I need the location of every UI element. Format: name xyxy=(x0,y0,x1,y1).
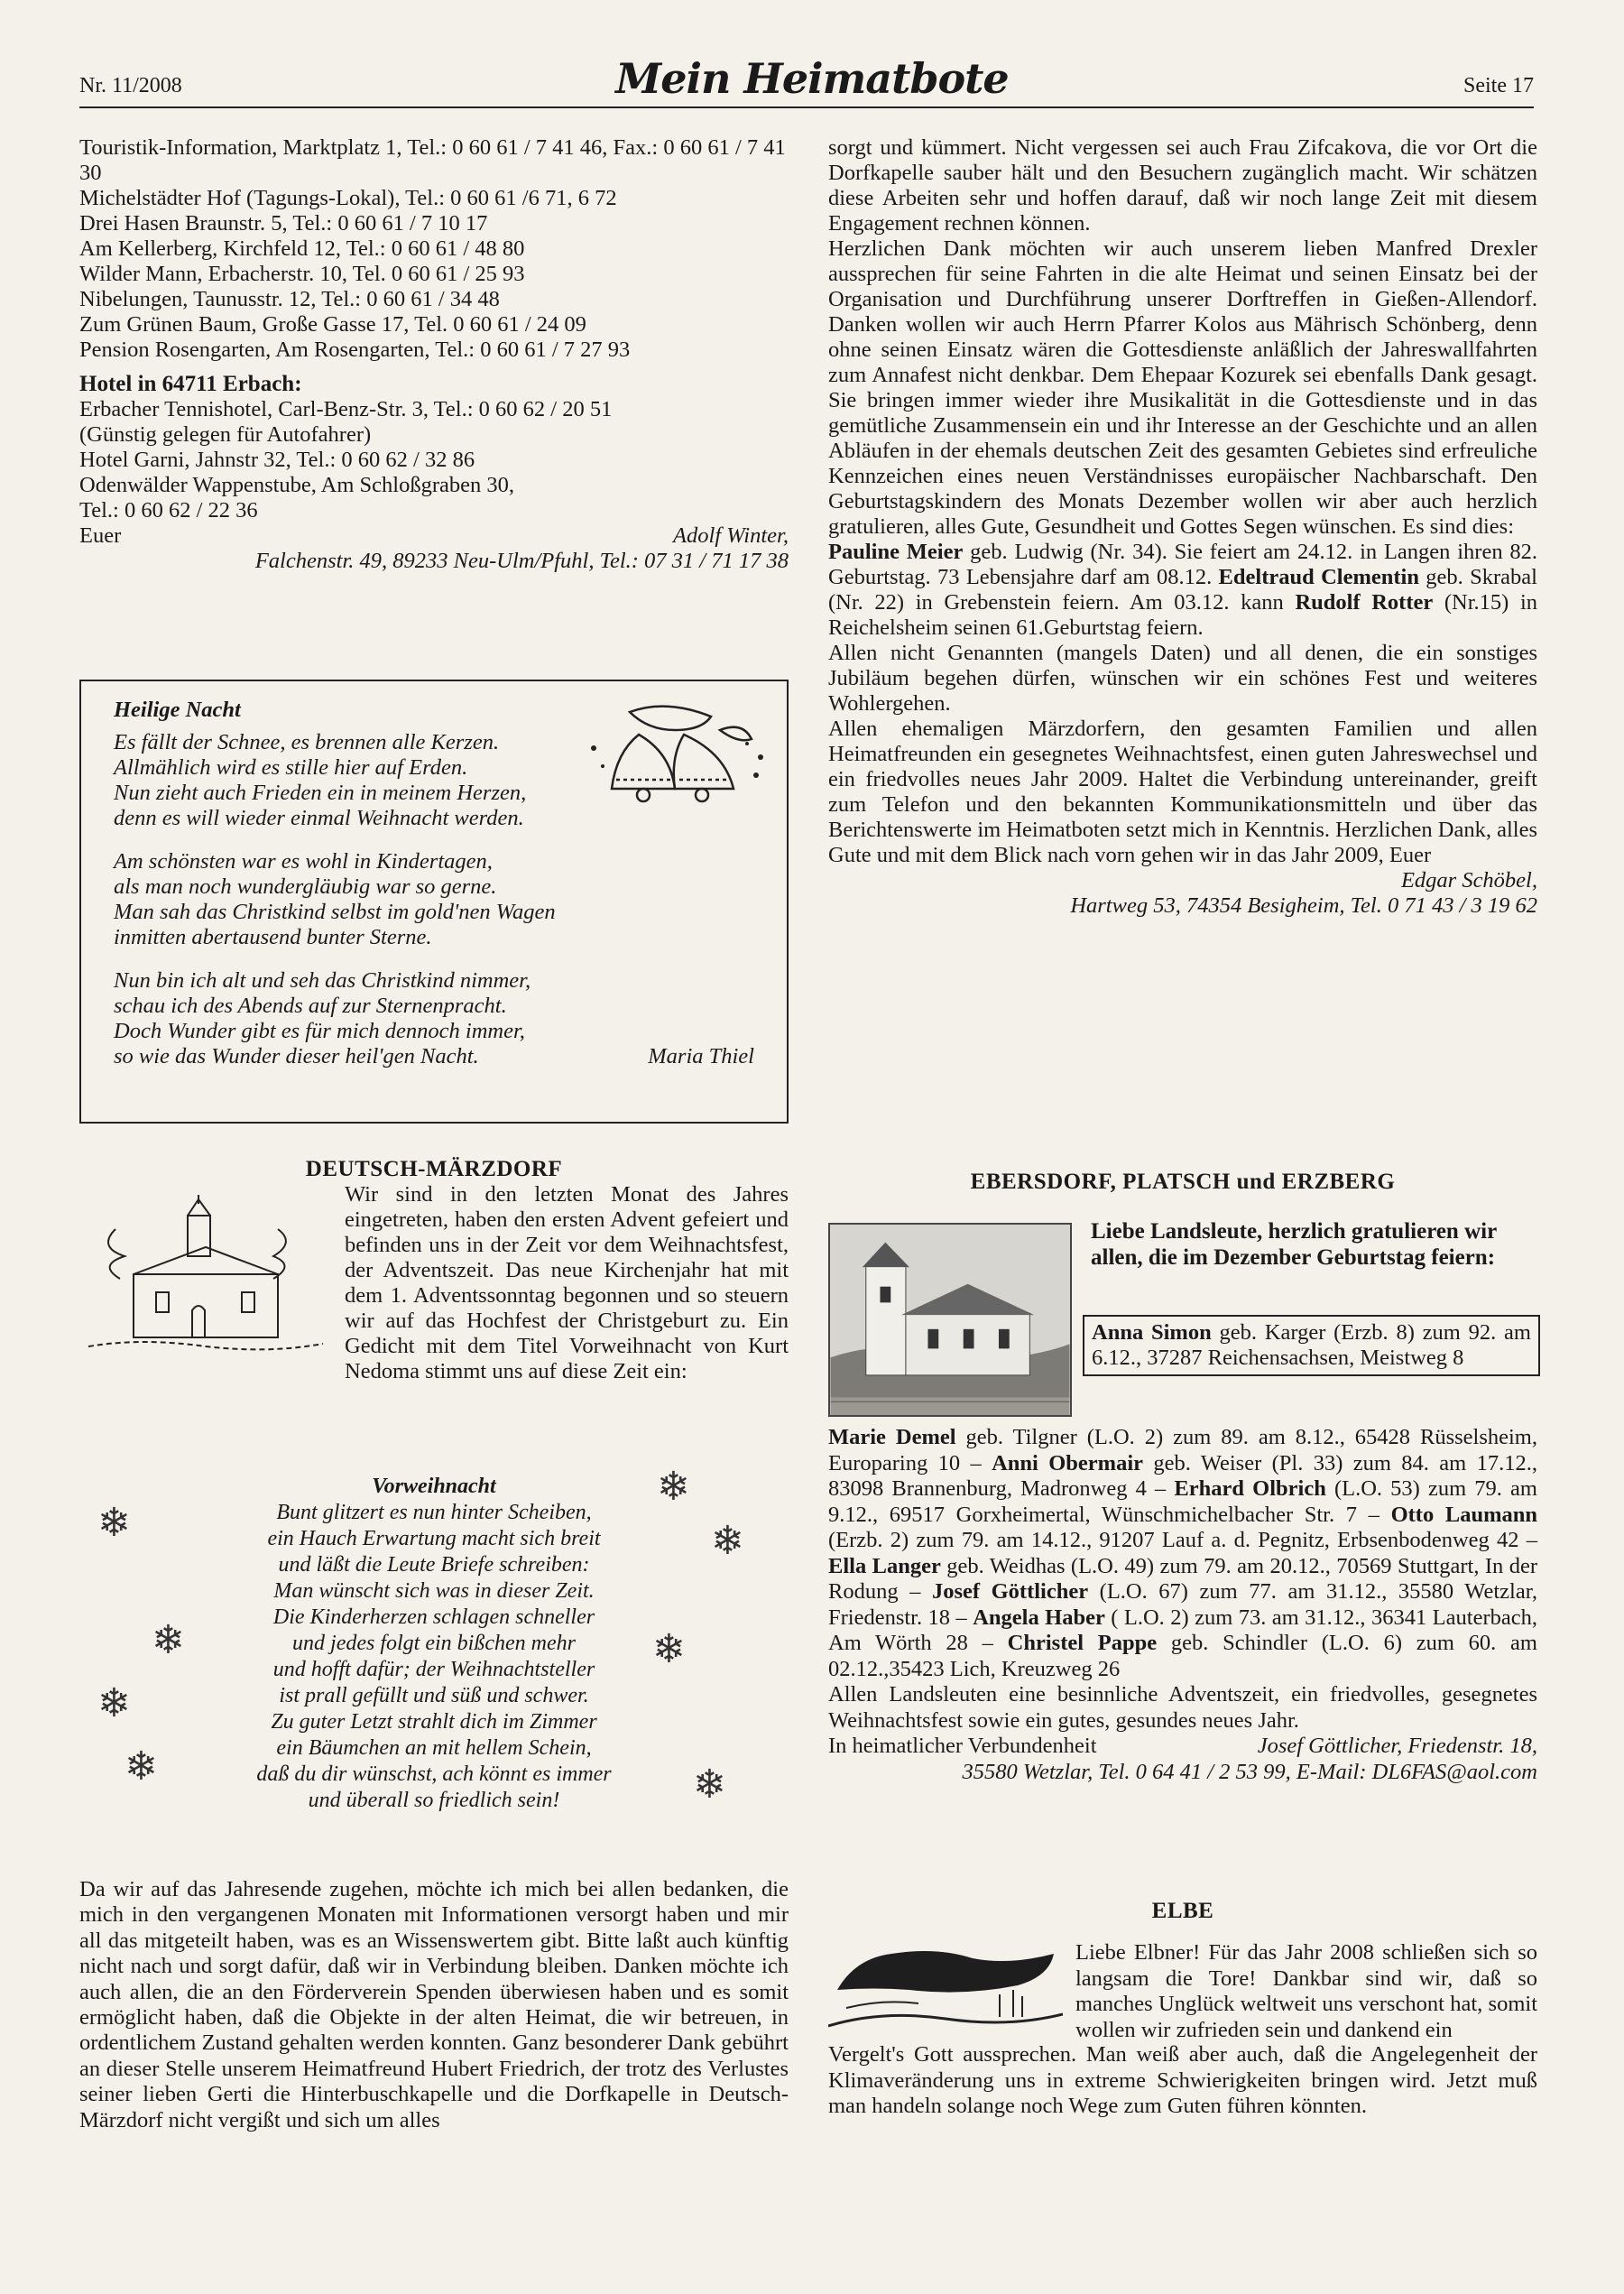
birthday-text: geb. Schindler (L.O. 6) zum 60. am 02.12.,35423 Lich, Kreuzweg 26 xyxy=(828,1631,1537,1681)
elbe-section xyxy=(828,1899,1537,1924)
poem-box xyxy=(79,680,789,1124)
section-heading: DEUTSCH-MÄRZDORF xyxy=(305,1157,563,1181)
page-number: Seite 17 xyxy=(1463,74,1534,97)
poem-line xyxy=(114,1044,754,1069)
hotel-heading: Hotel in 64711 Erbach: xyxy=(79,372,302,396)
birthday-text: geb. Karger (Erzb. 8) zum 92. am 6.12., 37287 Reichensachsen, Meistweg 8 xyxy=(1092,1320,1531,1370)
poem-line: inmitten abertausend bunter Sterne. xyxy=(114,925,432,949)
birthday-paragraph xyxy=(828,540,1537,641)
hotel-line: Hotel Garni, Jahnstr 32, Tel.: 0 60 62 / 32 86 xyxy=(79,448,475,472)
listing-line: Michelstädter Hof (Tagungs-Lokal), Tel.: 0 60 61 /6 71, 6 72 xyxy=(79,186,617,210)
author-address: Hartweg 53, 74354 Besigheim, Tel. 0 71 43 / 3 19 62 xyxy=(1070,893,1537,918)
chapel-sketch-icon xyxy=(79,1193,332,1355)
poem-line: und läßt die Leute Briefe schreiben: xyxy=(278,1553,590,1577)
deutsch-maerzdorf-section xyxy=(79,1157,789,1384)
poem-line: Die Kinderherzen schlagen schneller xyxy=(272,1605,595,1629)
birthday-name: Marie Demel xyxy=(828,1425,956,1449)
listing-line: Zum Grünen Baum, Große Gasse 17, Tel. 0 60 61 / 24 09 xyxy=(79,312,586,337)
birthday-name: Christel Pappe xyxy=(1007,1631,1158,1655)
section-text: Da wir auf das Jahresende zugehen, möchte ich mich bei allen bedanken, die mich in den vergangenen Monaten mit Informationen versorgt haben und mir all das mitgeteilt haben, was es an Wissenswertem gibt. Bitte laßt auch künftig nicht nach und sorgt dafür, daß wir in Verbindung bleiben. Danken möchte ich auch allen, die an den Förderverein Spenden überwiesen haben und es somit ermöglicht haben, daß die Objekte in der alten Heimat, die wir betreuen, in ordentlichem Zustand gehalten werden konnten. Ganz besonderer Dank gebührt an dieser Stelle unserem Heimatfreund Hubert Friedrich, der trotz des Verlustes seiner lieben Gerti die Hinterbuschkapelle und die Dorfkapelle in Deutsch-Märzdorf nicht vergißt und sich um alles xyxy=(79,1877,789,2132)
poem-line: und jedes folgt ein bißchen mehr xyxy=(292,1632,576,1655)
birthday-text: geb. Tilgner (L.O. 2) zum 89. am 8.12., 65428 Rüsselsheim, Europaring 10 – xyxy=(828,1425,1537,1475)
section-heading: EBERSDORF, PLATSCH und ERZBERG xyxy=(970,1170,1396,1194)
birthday-name: Otto Laumann xyxy=(1390,1502,1537,1527)
birthday-list xyxy=(828,1425,1537,1785)
poem-title: Vorweihnacht xyxy=(372,1475,496,1498)
birthday-text: (Nr.15) in Reichelsheim seinen 61.Geburtstag feiern. xyxy=(828,590,1538,640)
closing-phrase: In heimatlicher Verbundenheit xyxy=(828,1734,1097,1758)
birthday-name: Anna Simon xyxy=(1092,1320,1212,1345)
closing-word xyxy=(79,523,789,549)
snowflake-icon: ❄ xyxy=(711,1519,744,1563)
snowflake-icon: ❄ xyxy=(693,1762,726,1807)
snowflake-icon: ❄ xyxy=(652,1627,686,1671)
section-intro: Wir sind in den letzten Monat des Jahres eingetreten, haben den ersten Advent gefeiert und befinden uns in der Zeit vor dem Weihnachtsfest, der Adventszeit. Das neue Kirchenjahr hat mit dem 1. Adventssonntag begonnen und so steuern wir auf das Hochfest der Christgeburt zu. Ein Gedicht mit dem Titel Vorweihnacht von Kurt Nedoma stimmt uns auf diese Zeit ein: xyxy=(345,1182,789,1383)
header-rule xyxy=(79,106,1534,108)
hotel-listing xyxy=(79,135,789,574)
poem-line: Am schönsten war es wohl in Kindertagen, xyxy=(114,849,493,874)
poem-line: und hofft dafür; der Weihnachtsteller xyxy=(272,1658,595,1681)
poem-line: Es fällt der Schnee, es brennen alle Kerzen. xyxy=(114,730,500,754)
hotel-line: Odenwälder Wappenstube, Am Schloßgraben 30, xyxy=(79,473,515,497)
greeting-text: Liebe Landsleute, herzlich gratulieren wir allen, die im Dezember Geburtstag feiern: xyxy=(1091,1219,1497,1270)
christmas-bells-icon xyxy=(576,694,774,829)
hotel-line: Erbacher Tennishotel, Carl-Benz-Str. 3, Tel.: 0 60 62 / 20 51 xyxy=(79,397,613,421)
elbe-text: Liebe Elbner! Für das Jahr 2008 schließen sich so langsam die Tore! Dankbar sind wir, daß so manches Unglück weltweit uns verschont hat, somit wollen wir zufrieden sein und dankend ein xyxy=(1075,1940,1537,2042)
birthday-name: Rudolf Rotter xyxy=(1295,590,1434,615)
landscape-sketch-icon xyxy=(828,1940,1063,2040)
author-signature: Josef Göttlicher, Friedenstr. 18, xyxy=(1257,1734,1537,1758)
author-address: 35580 Wetzlar, Tel. 0 64 41 / 2 53 99, E-Mail: DL6FAS@aol.com xyxy=(962,1759,1537,1784)
issue-number: Nr. 11/2008 xyxy=(79,74,182,97)
poem-line: ist prall gefüllt und süß und schwer. xyxy=(279,1684,589,1707)
poem-line: Allmählich wird es stille hier auf Erden. xyxy=(114,755,468,780)
listing-line: Pension Rosengarten, Am Rosengarten, Tel.: 0 60 61 / 7 27 93 xyxy=(79,338,631,362)
poem-line: Doch Wunder gibt es für mich dennoch immer, xyxy=(114,1019,525,1043)
vorweihnacht-poem xyxy=(79,1465,789,1814)
snowflake-icon: ❄ xyxy=(657,1465,690,1509)
poem-line: Bunt glitzert es nun hinter Scheiben, xyxy=(276,1501,592,1524)
masthead: Mein Heimatbote xyxy=(615,54,1009,103)
poem-line: Zu guter Letzt strahlt dich im Zimmer xyxy=(271,1710,597,1734)
hotel-line: (Günstig gelegen für Autofahrer) xyxy=(79,422,372,447)
author-address: Falchenstr. 49, 89233 Neu-Ulm/Pfuhl, Tel.: 07 31 / 71 17 38 xyxy=(254,549,789,573)
birthday-name: Josef Göttlicher xyxy=(931,1579,1089,1604)
poem-author: Maria Thiel xyxy=(648,1044,754,1068)
birthday-entries xyxy=(828,1425,1537,1682)
poem-line: Nun zieht auch Frieden ein in meinem Herzen, xyxy=(114,781,527,805)
paragraph-text: Allen ehemaligen Märzdorfern, den gesamten Familien und allen Heimatfreunden ein gesegnetes Weihnachtsfest, einen guten Jahreswechsel und ein friedvolles neues Jahr 2009. Haltet die Verbindung untereinander, greift zum Telefon und den bekannten Kommunikationsmitteln und über das Berichtenswerte im Heimatboten setzt mich in Kenntnis. Herzlichen Dank, alles Gute und mit dem Blick nach vorn gehen wir in das Jahr 2009, Euer xyxy=(828,717,1537,867)
birthday-text: (Erzb. 2) zum 79. am 14.12., 91207 Lauf a. d. Pegnitz, Erbsenbodenweg 42 – xyxy=(828,1528,1537,1552)
closing-text: Allen Landsleuten eine besinnliche Adventszeit, ein friedvolles, gesegnetes Weihnachtsfest sowie ein gutes, gesundes neues Jahr. xyxy=(828,1682,1537,1733)
birthday-text: geb. Weiser (Pl. 33) zum 84. am 17.12., 83098 Brannenburg, Madronweg 4 – xyxy=(828,1450,1537,1501)
birthday-name: Anni Obermair xyxy=(992,1450,1144,1475)
listing-line: Drei Hasen Braunstr. 5, Tel.: 0 60 61 / 7 10 17 xyxy=(79,211,488,236)
snowflake-icon: ❄ xyxy=(152,1618,185,1662)
paragraph xyxy=(828,717,1537,893)
poem-line: ein Hauch Erwartung macht sich breit xyxy=(267,1527,601,1550)
poem-line: als man noch wundergläubig war so gerne. xyxy=(114,874,497,899)
poem-line: und überall so friedlich sein! xyxy=(308,1789,560,1812)
poem-title: Heilige Nacht xyxy=(114,698,241,722)
poem-line: Man sah das Christkind selbst im gold'nen Wagen xyxy=(114,900,556,924)
birthday-text: geb. Skrabal (Nr. 22) in Grebenstein feiern. Am 03.12. kann xyxy=(828,565,1537,615)
birthday-text: (L.O. 67) zum 77. am 31.12., 35580 Wetzlar, Friedenstr. 18 – xyxy=(828,1579,1537,1630)
birthday-text: ( L.O. 2) zum 73. am 31.12., 36341 Lauterbach, Am Wörth 28 – xyxy=(828,1605,1537,1655)
poem-line: Nun bin ich alt und seh das Christkind nimmer, xyxy=(114,968,531,993)
poem-line: daß du dir wünschst, ach könnt es immer xyxy=(256,1762,612,1786)
birthday-text: (L.O. 53) zum 79. am 9.12., 69517 Gorxheimertal, Wünschmichelbacher Str. 7 – xyxy=(828,1476,1537,1527)
church-photo xyxy=(828,1223,1072,1417)
birthday-text: geb. Weidhas (L.O. 49) zum 79. am 20.12., 70569 Stuttgart, In der Rodung – xyxy=(828,1553,1537,1604)
birthday-name: Edeltraud Clementin xyxy=(1218,565,1419,589)
poem-last-line: so wie das Wunder dieser heil'gen Nacht. xyxy=(114,1044,479,1068)
birthday-name: Erhard Olbrich xyxy=(1174,1476,1326,1501)
elbe-tail: Vergelt's Gott aussprechen. Man weiß aber auch, daß die Angelegenheit der Klimaveränderung uns in extreme Schwierigkeiten bringen wird. Jetzt muß man handeln solange noch Wege zum Guten führen könnten. xyxy=(828,2042,1537,2118)
poem-line: denn es will wieder einmal Weihnacht werden. xyxy=(114,806,524,830)
birthday-name: Pauline Meier xyxy=(828,540,964,564)
maerzdorf-continuation xyxy=(828,135,1537,919)
snowflake-icon: ❄ xyxy=(97,1681,131,1725)
closing-text: Euer xyxy=(79,523,122,548)
poem-line: ein Bäumchen an mit hellem Schein, xyxy=(276,1736,592,1760)
hotel-line: Tel.: 0 60 62 / 22 36 xyxy=(79,498,258,523)
birthday-name: Angela Haber xyxy=(973,1605,1105,1630)
listing-line: Am Kellerberg, Kirchfeld 12, Tel.: 0 60 61 / 48 80 xyxy=(79,236,525,261)
section-heading: ELBE xyxy=(1151,1899,1214,1923)
author-signature: Adolf Winter, xyxy=(673,523,789,548)
highlight-box xyxy=(1083,1315,1540,1376)
listing-line: Nibelungen, Taunusstr. 12, Tel.: 0 60 61 / 34 48 xyxy=(79,287,500,311)
closing-line xyxy=(828,1734,1537,1760)
paragraph: sorgt und kümmert. Nicht vergessen sei auch Frau Zifcakova, die vor Ort die Dorfkapelle sauber hält und den Besuchern zugänglich macht. Wir schätzen diese Arbeiten sehr und hoffen darauf, daß wir noch lange Zeit mit diesem Engagement rechnen können. xyxy=(828,135,1537,236)
paragraph: Allen nicht Genannten (mangels Daten) und all denen, die ein sonstiges Jubiläum begehen dürfen, wünschen wir ein schönes Fest und weiteres Wohlergehen. xyxy=(828,641,1537,716)
listing-line: Touristik-Information, Marktplatz 1, Tel.: 0 60 61 / 7 41 46, Fax.: 0 60 61 / 7 41 30 xyxy=(79,135,786,185)
poem-line: Man wünscht sich was in dieser Zeit. xyxy=(273,1579,595,1603)
ebersdorf-section xyxy=(828,1170,1537,1195)
snowflake-icon: ❄ xyxy=(97,1501,131,1545)
birthday-text: geb. Ludwig (Nr. 34). Sie feiert am 24.12. in Langen ihren 82. Geburtstag. 73 Lebensjahre darf am 08.12. xyxy=(828,540,1537,589)
snowflake-icon: ❄ xyxy=(125,1744,158,1789)
paragraph: Herzlichen Dank möchten wir auch unserem lieben Manfred Drexler aussprechen für seine Fahrten in die alte Heimat und seinen Einsatz bei der Organisation und Durchführung unserer Dorftreffen in Gießen-Allendorf. Danken wollen wir auch Herrn Pfarrer Kolos aus Mährisch Schönberg, denn ohne seinen Einsatz wären die Gottesdienste anläßlich der Jahreswallfahrten zum Annafest nicht denkbar. Dem Ehepaar Kozurek sei ebenfalls Dank gesagt. Sie bringen immer wieder ihre Musikalität in die Gottesdienste und in das gemütliche Zusammensein ein und ihr Interesse an der Geschichte und an allen Abläufen in der ehemals deutschen Zeit des gesamten Gebietes sind erfreuliche Kennzeichen eines neuen Verständnisses europäischer Nachbarschaft. Den Geburtstagskindern des Monats Dezember wollen wir aber auch herzlich gratulieren, alles Gute, Gesundheit und Gottes Segen wünschen. Es sind dies: xyxy=(828,236,1537,539)
poem-line: schau ich des Abends auf zur Sternenpracht. xyxy=(114,994,507,1018)
birthday-name: Ella Langer xyxy=(828,1553,941,1578)
listing-line: Wilder Mann, Erbacherstr. 10, Tel. 0 60 61 / 25 93 xyxy=(79,262,525,286)
author-signature: Edgar Schöbel, xyxy=(1400,868,1537,893)
